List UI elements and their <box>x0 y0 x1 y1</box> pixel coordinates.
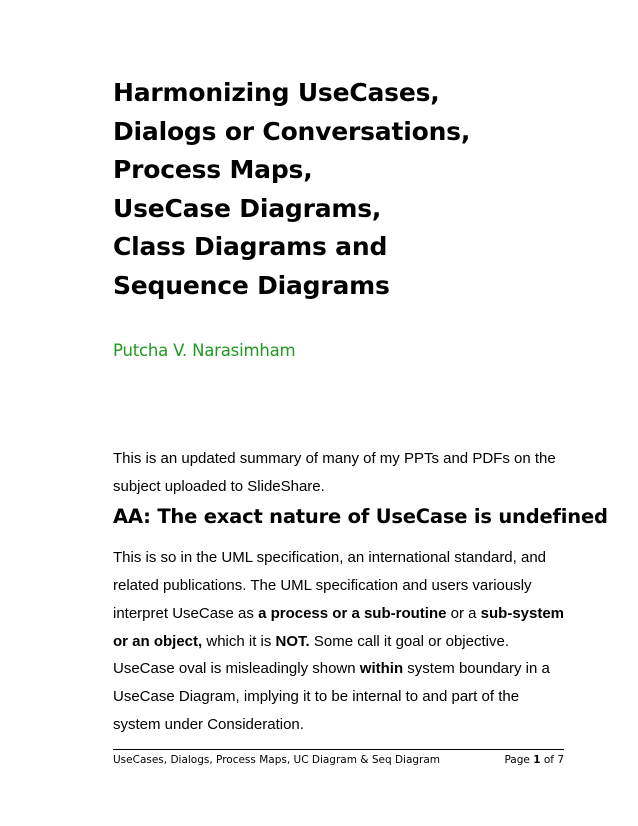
title-line: UseCase Diagrams, <box>113 193 382 223</box>
text-run: system boundary in a UseCase Diagram, implying it to be internal to and part of the system under Consideration. <box>113 660 550 733</box>
page-indicator <box>504 754 564 766</box>
text-run: This is so in the UML specification, an international standard, and related publications. The UML specification and users variously interpret UseCase as <box>113 549 547 622</box>
title-line: Dialogs or Conversations, <box>113 116 471 146</box>
text-run: or a <box>446 605 481 622</box>
bold-run: a process or a sub-routine <box>258 605 447 622</box>
bold-run: NOT. <box>275 633 310 650</box>
intro-paragraph: This is an updated summary of many of my PPTs and PDFs on the subject uploaded to SlideShare. <box>113 450 556 495</box>
footer-title: UseCases, Dialogs, Process Maps, UC Diagram & Seq Diagram <box>113 754 441 766</box>
title-line: Sequence Diagrams <box>113 270 390 300</box>
section-heading: AA: The exact nature of UseCase is undefined <box>113 505 608 528</box>
paragraph-uml-spec <box>113 544 568 656</box>
title-line: Process Maps, <box>113 155 313 185</box>
text-run: UseCase oval is misleadingly shown <box>113 660 360 677</box>
page-label: Page <box>504 754 530 766</box>
author-name: Putcha V. Narasimham <box>113 341 296 360</box>
paragraph-usecase-oval <box>113 655 568 739</box>
page-number: 1 <box>533 754 541 766</box>
text-run: Some call it goal or objective. <box>309 633 509 650</box>
text-run: which it is <box>202 633 276 650</box>
bold-run: within <box>359 660 404 677</box>
bold-run: sub-system or an object, <box>113 605 565 650</box>
page-footer <box>113 749 564 766</box>
title-line: Harmonizing UseCases, <box>113 78 440 107</box>
document-title <box>113 74 613 306</box>
title-line: Class Diagrams and <box>113 232 388 262</box>
page-total: of 7 <box>543 754 564 766</box>
